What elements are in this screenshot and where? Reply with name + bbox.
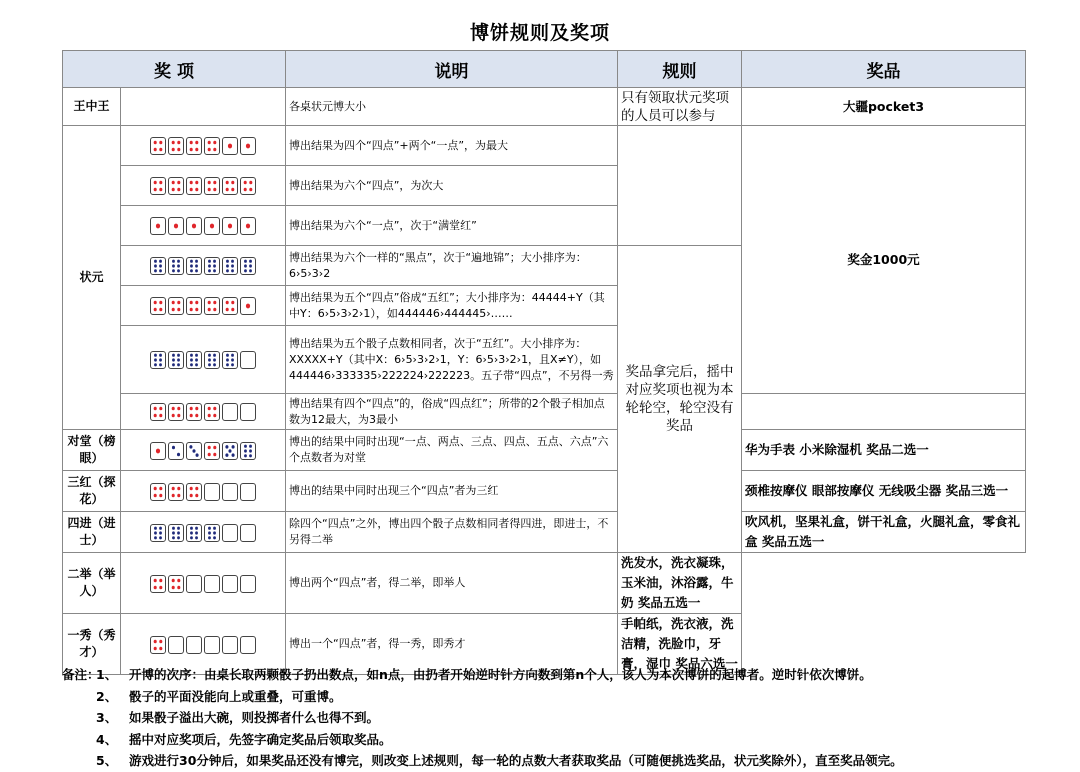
blank-die-icon [222, 403, 238, 421]
die-four-icon [222, 177, 238, 195]
die-four-icon [222, 297, 238, 315]
die-four-icon [150, 177, 166, 195]
dice-cell [121, 246, 286, 286]
note-text: 如果骰子溢出大碗，则投掷者什么也得不到。 [129, 710, 380, 725]
row-name: 三红（探花） [63, 471, 121, 512]
row-description: 博出的结果中同时出现“一点、两点、三点、四点、五点、六点”六个点数者为对堂 [286, 430, 618, 471]
note-number: 4、 [96, 731, 118, 747]
die-one-icon [240, 297, 256, 315]
blank-die-icon [186, 575, 202, 593]
die-six-icon [204, 351, 220, 369]
note-text: 摇中对应奖项后，先签字确定奖品后领取奖品。 [129, 731, 392, 747]
note-text: 游戏进行30分钟后，如果奖品还没有博完，则改变上述规则，每一轮的点数大者获取奖品（可随便挑选奖品，状元奖除外），直至奖品领完。 [129, 753, 903, 768]
row-prize: 奖金1000元 [742, 126, 1026, 394]
die-one-icon [240, 217, 256, 235]
note-number: 5、 [96, 753, 118, 768]
die-four-icon [150, 403, 166, 421]
row-description: 博出两个“四点”者，得二举，即举人 [286, 553, 618, 614]
die-four-icon [168, 483, 184, 501]
die-four-icon [204, 403, 220, 421]
die-four-icon [204, 297, 220, 315]
dice-cell [121, 286, 286, 326]
die-one-icon [204, 217, 220, 235]
row-prize: 手帕纸，洗衣液，洗洁精，洗脸巾，牙膏，湿巾 奖品六选一 [618, 614, 742, 675]
blank-die-icon [240, 524, 256, 542]
row-name: 一秀（秀才） [63, 614, 121, 675]
row-prize: 吹风机，坚果礼盒，饼干礼盒，火腿礼盒，零食礼盒 奖品五选一 [742, 512, 1026, 553]
blank-die-icon [240, 575, 256, 593]
dice-group [150, 351, 256, 369]
row-rule: 只有领取状元奖项的人员可以参与 [618, 88, 742, 126]
row-prize: 华为手表 小米除湿机 奖品二选一 [742, 430, 1026, 471]
blank-die-icon [222, 575, 238, 593]
die-one-icon [168, 217, 184, 235]
dice-cell [121, 553, 286, 614]
die-six-icon [168, 257, 184, 275]
dice-group [150, 524, 256, 542]
die-six-icon [222, 257, 238, 275]
die-four-icon [204, 442, 220, 460]
table-row [63, 512, 1026, 553]
dice-cell [121, 394, 286, 430]
dice-group [150, 177, 256, 195]
blank-die-icon [240, 636, 256, 654]
die-four-icon [150, 636, 166, 654]
row-description: 博出结果为四个“四点”+两个“一点”，为最大 [286, 126, 618, 166]
table-row [63, 553, 1026, 614]
row-name: 四进（进士） [63, 512, 121, 553]
die-four-icon [240, 177, 256, 195]
die-four-icon [150, 483, 166, 501]
dice-group [150, 257, 256, 275]
die-one-icon [222, 137, 238, 155]
blank-die-icon [204, 483, 220, 501]
dice-group [150, 403, 256, 421]
note-item [62, 686, 903, 708]
die-six-icon [186, 351, 202, 369]
die-four-icon [186, 403, 202, 421]
dice-cell [121, 430, 286, 471]
table-header-row [63, 51, 1026, 88]
blank-die-icon [222, 524, 238, 542]
row-description: 博出结果为五个骰子点数相同者，次于“五红”。大小排序为：XXXXX+Y（其中X：6›5›3›2›1，Y：6›5›3›2›1，且X≠Y），如444446›333335›222224›222223。五子带“四点”，不另得一秀 [286, 326, 618, 394]
die-six-icon [168, 351, 184, 369]
row-description: 各桌状元博大小 [286, 88, 618, 126]
note-text: 骰子的平面没能向上或重叠，可重博。 [129, 688, 342, 704]
die-four-icon [186, 483, 202, 501]
page-title: 博饼规则及奖项 [469, 22, 610, 44]
row-description: 博出的结果中同时出现三个“四点”者为三红 [286, 471, 618, 512]
blank-die-icon [204, 575, 220, 593]
die-four-icon [150, 297, 166, 315]
die-four-icon [186, 137, 202, 155]
die-four-icon [168, 177, 184, 195]
row-rule-empty [618, 126, 742, 246]
die-four-icon [168, 403, 184, 421]
die-six-icon [204, 524, 220, 542]
table-row [63, 394, 1026, 430]
dice-group [150, 636, 256, 654]
die-one-icon [150, 217, 166, 235]
row-description: 博出结果为六个“四点”，为次大 [286, 166, 618, 206]
row-prize: 颈椎按摩仪 眼部按摩仪 无线吸尘器 奖品三选一 [742, 471, 1026, 512]
dice-cell [121, 166, 286, 206]
note-item [62, 664, 903, 686]
die-four-icon [150, 137, 166, 155]
dice-group [150, 217, 256, 235]
note-item [62, 707, 903, 729]
row-description: 除四个“四点”之外，博出四个骰子点数相同者得四进，即进士，不另得二举 [286, 512, 618, 553]
die-six-icon [186, 257, 202, 275]
rules-table [62, 50, 1026, 675]
row-description: 博出结果为五个“四点”俗成“五红”；大小排序为：44444+Y（其中Y：6›5›3›2›1），如444446›444445›…… [286, 286, 618, 326]
die-six-icon [240, 257, 256, 275]
blank-die-icon [186, 636, 202, 654]
notes [62, 664, 903, 772]
blank-die-icon [222, 636, 238, 654]
row-name: 二举（举人） [63, 553, 121, 614]
die-two-icon [168, 442, 184, 460]
header-prize: 奖品 [742, 51, 1026, 88]
row-description: 博出结果为六个“一点”，次于“满堂红” [286, 206, 618, 246]
die-six-icon [204, 257, 220, 275]
row-name: 状元 [63, 126, 121, 430]
die-four-icon [204, 177, 220, 195]
notes-lead: 备注： [62, 667, 100, 682]
header-description: 说明 [286, 51, 618, 88]
row-prize: 大疆pocket3 [742, 88, 1026, 126]
die-six-icon [150, 524, 166, 542]
die-three-icon [186, 442, 202, 460]
die-six-icon [186, 524, 202, 542]
dice-cell [121, 206, 286, 246]
table-row [63, 126, 1026, 166]
blank-die-icon [168, 636, 184, 654]
header-prize-level: 奖 项 [63, 51, 286, 88]
die-one-icon [186, 217, 202, 235]
die-four-icon [186, 177, 202, 195]
dice-cell [121, 126, 286, 166]
die-six-icon [150, 351, 166, 369]
die-one-icon [240, 137, 256, 155]
die-four-icon [168, 137, 184, 155]
note-number: 3、 [96, 710, 118, 725]
row-description: 博出结果有四个“四点”的，俗成“四点红”；所带的2个骰子相加点数为12最大，为3最小 [286, 394, 618, 430]
dice-cell [121, 512, 286, 553]
row-description: 博出一个“四点”者，得一秀，即秀才 [286, 614, 618, 675]
note-item [62, 750, 903, 772]
blank-die-icon [240, 403, 256, 421]
dice-cell [121, 88, 286, 126]
die-four-icon [186, 297, 202, 315]
die-four-icon [204, 137, 220, 155]
die-six-icon [222, 351, 238, 369]
row-description: 博出结果为六个一样的“黑点”，次于“遍地锦”；大小排序为：6›5›3›2 [286, 246, 618, 286]
dice-group [150, 297, 256, 315]
note-number: 2、 [96, 688, 118, 704]
dice-group [150, 442, 256, 460]
dice-group [150, 137, 256, 155]
dice-cell [121, 326, 286, 394]
dice-group [150, 575, 256, 593]
row-name: 王中王 [63, 88, 121, 126]
die-six-icon [168, 524, 184, 542]
dice-cell [121, 471, 286, 512]
blank-die-icon [240, 483, 256, 501]
die-four-icon [150, 575, 166, 593]
note-text: 开博的次序：由桌长取两颗骰子扔出数点，如n点，由扔者开始逆时针方向数到第n个人，该人为本次博饼的起博者。逆时针依次博饼。 [129, 667, 872, 682]
row-rule: 奖品拿完后，摇中对应奖项也视为本轮轮空，轮空没有奖品 [618, 246, 742, 553]
header-rule: 规则 [618, 51, 742, 88]
row-name: 对堂（榜眼） [63, 430, 121, 471]
row-prize: 洗发水，洗衣凝珠，玉米油，沐浴露，牛奶 奖品五选一 [618, 553, 742, 614]
row-prize-empty [742, 394, 1026, 430]
table-row [63, 471, 1026, 512]
note-item [62, 729, 903, 751]
dice-group [150, 483, 256, 501]
die-one-icon [222, 217, 238, 235]
die-six-icon [150, 257, 166, 275]
table-row [63, 430, 1026, 471]
blank-die-icon [204, 636, 220, 654]
blank-die-icon [222, 483, 238, 501]
note-number: 1、 [96, 667, 118, 682]
die-five-icon [222, 442, 238, 460]
die-four-icon [168, 575, 184, 593]
blank-die-icon [240, 351, 256, 369]
die-four-icon [168, 297, 184, 315]
die-six-icon [240, 442, 256, 460]
die-one-icon [150, 442, 166, 460]
table-row [63, 88, 1026, 126]
